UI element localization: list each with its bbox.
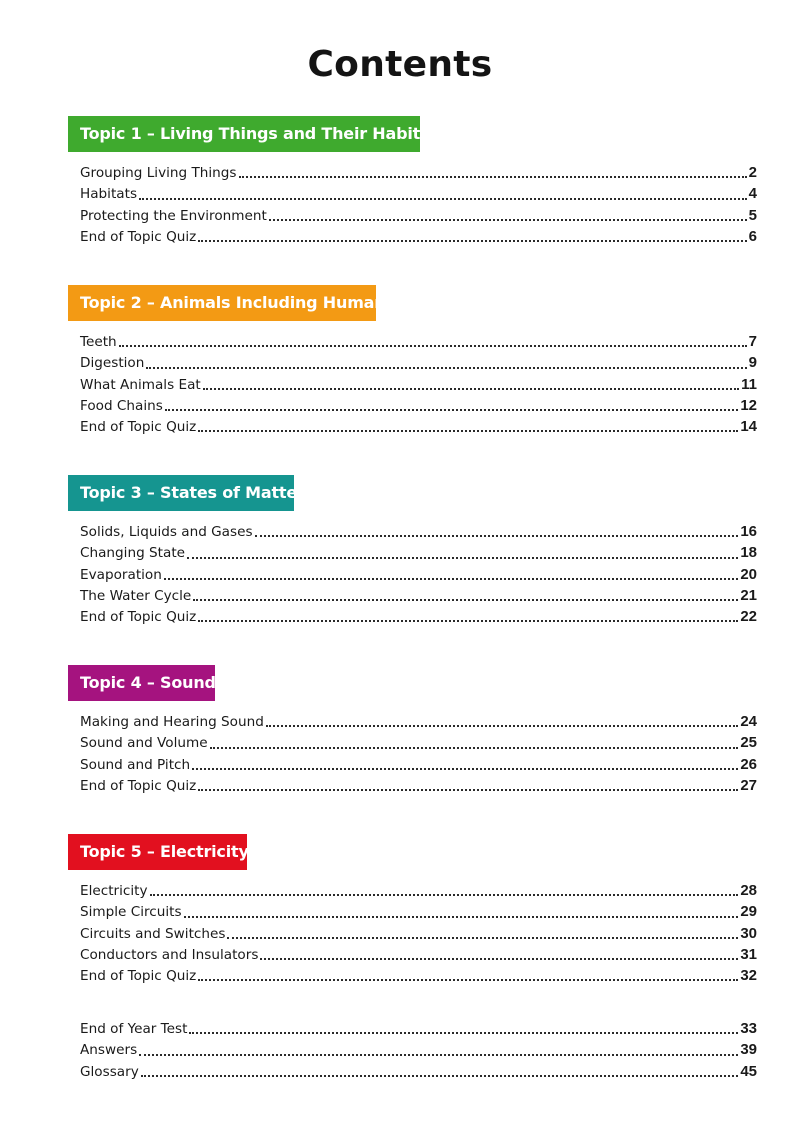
dot-leader	[189, 1032, 738, 1034]
dot-leader	[187, 557, 738, 559]
entry-label: Glossary	[80, 1063, 139, 1080]
entry-label: The Water Cycle	[80, 587, 192, 604]
toc-entry[interactable]	[80, 397, 757, 418]
toc-entry[interactable]	[80, 544, 757, 565]
dot-leader	[150, 894, 739, 896]
topic-1-header: Topic 1 – Living Things and Their Habitats	[68, 116, 420, 152]
toc-entry[interactable]	[80, 418, 757, 439]
toc-entry[interactable]	[80, 354, 757, 375]
dot-leader	[198, 620, 738, 622]
entry-page-number: 7	[748, 333, 757, 350]
entry-page-number: 11	[741, 375, 757, 393]
entry-page-number: 27	[740, 776, 757, 794]
topic-1-section	[68, 116, 800, 249]
entry-page-number: 26	[740, 755, 757, 773]
topic-5-section	[68, 834, 800, 988]
entry-label: Food Chains	[80, 397, 163, 414]
dot-leader	[260, 958, 738, 960]
dot-leader	[164, 578, 738, 580]
entry-page-number: 39	[740, 1041, 757, 1059]
toc-entry[interactable]	[80, 946, 757, 967]
entry-label: Electricity	[80, 883, 148, 899]
entry-page-number: 4	[748, 185, 757, 203]
toc-entry[interactable]	[80, 333, 757, 354]
entry-page-number: 5	[748, 206, 757, 224]
dot-leader	[193, 599, 738, 601]
dot-leader	[269, 219, 747, 221]
entry-page-number: 18	[740, 544, 757, 562]
entry-label: Teeth	[80, 334, 117, 350]
topic-4-section	[68, 665, 800, 798]
entry-label: Evaporation	[80, 566, 162, 583]
dot-leader	[139, 1054, 738, 1056]
dot-leader	[192, 768, 738, 770]
entry-label: Solids, Liquids and Gases	[80, 524, 253, 540]
topic-3-section	[68, 475, 800, 629]
dot-leader	[198, 789, 738, 791]
dot-leader	[139, 198, 747, 200]
toc-entry[interactable]	[80, 164, 757, 185]
toc-entry[interactable]	[80, 967, 757, 988]
dot-leader	[255, 535, 739, 537]
dot-leader	[141, 1075, 739, 1077]
toc-entry[interactable]	[80, 925, 757, 946]
toc-entry[interactable]	[80, 566, 757, 587]
entry-label: Sound and Volume	[80, 735, 208, 752]
entry-label: What Animals Eat	[80, 376, 201, 393]
dot-leader	[198, 979, 738, 981]
entry-label: End of Year Test	[80, 1021, 188, 1037]
entry-label: End of Topic Quiz	[80, 228, 197, 245]
entry-page-number: 12	[740, 396, 757, 414]
dot-leader	[266, 725, 738, 727]
entry-page-number: 29	[740, 903, 757, 921]
topic-4-header: Topic 4 – Sound	[68, 665, 215, 701]
entry-page-number: 22	[740, 608, 757, 626]
entry-label: End of Topic Quiz	[80, 609, 197, 626]
toc-entry-glossary[interactable]	[80, 1063, 757, 1084]
entry-page-number: 33	[740, 1020, 757, 1037]
entry-page-number: 25	[740, 734, 757, 752]
entry-page-number: 6	[748, 227, 757, 245]
entry-page-number: 32	[740, 967, 757, 985]
dot-leader	[210, 747, 739, 749]
dot-leader	[239, 176, 747, 178]
toc-entry[interactable]	[80, 185, 757, 206]
entry-page-number: 21	[740, 586, 757, 604]
topic-2-section	[68, 285, 800, 439]
toc-entry[interactable]	[80, 587, 757, 608]
entry-page-number: 24	[740, 713, 757, 730]
dot-leader	[165, 409, 738, 411]
toc-entry[interactable]	[80, 523, 757, 544]
entry-page-number: 30	[740, 924, 757, 942]
topic-2-header: Topic 2 – Animals Including Humans	[68, 285, 376, 321]
toc-entry-end-of-year-test[interactable]	[80, 1020, 757, 1041]
extras-section	[68, 1020, 757, 1084]
dot-leader	[146, 367, 746, 369]
toc-entry[interactable]	[80, 376, 757, 397]
toc-entry[interactable]	[80, 734, 757, 755]
entry-page-number: 31	[740, 945, 757, 963]
toc-entry[interactable]	[80, 903, 757, 924]
entry-label: Changing State	[80, 545, 186, 562]
entry-page-number: 16	[740, 523, 757, 540]
entry-label: End of Topic Quiz	[80, 419, 197, 436]
entry-page-number: 45	[740, 1062, 757, 1080]
entry-label: End of Topic Quiz	[80, 777, 197, 794]
entry-page-number: 9	[748, 354, 757, 372]
dot-leader	[119, 345, 747, 347]
toc-entry[interactable]	[80, 756, 757, 777]
toc-entry-answers[interactable]	[80, 1041, 757, 1062]
page-title: Contents	[307, 44, 493, 85]
entry-label: Digestion	[80, 355, 145, 372]
toc-entry[interactable]	[80, 228, 757, 249]
entry-label: Conductors and Insulators	[80, 946, 259, 963]
entry-page-number: 2	[748, 164, 757, 181]
entry-page-number: 14	[740, 418, 757, 436]
entry-label: Grouping Living Things	[80, 165, 237, 181]
entry-label: End of Topic Quiz	[80, 968, 197, 985]
dot-leader	[198, 240, 746, 242]
entry-label: Simple Circuits	[80, 904, 182, 921]
entry-label: Habitats	[80, 186, 138, 203]
toc-entry[interactable]	[80, 608, 757, 629]
toc-entry[interactable]	[80, 713, 757, 734]
dot-leader	[227, 937, 738, 939]
toc-entry[interactable]	[80, 777, 757, 798]
topic-5-header: Topic 5 – Electricity	[68, 834, 247, 870]
topic-3-header: Topic 3 – States of Matter	[68, 475, 294, 511]
entry-label: Circuits and Switches	[80, 925, 226, 942]
entry-label: Answers	[80, 1042, 138, 1059]
entry-label: Making and Hearing Sound	[80, 714, 264, 730]
dot-leader	[184, 916, 739, 918]
entry-page-number: 20	[740, 565, 757, 583]
entry-label: Protecting the Environment	[80, 207, 267, 224]
entry-label: Sound and Pitch	[80, 756, 191, 773]
dot-leader	[203, 388, 739, 390]
dot-leader	[198, 430, 738, 432]
toc-entry[interactable]	[80, 207, 757, 228]
entry-page-number: 28	[740, 882, 757, 899]
toc-entry[interactable]	[80, 882, 757, 903]
